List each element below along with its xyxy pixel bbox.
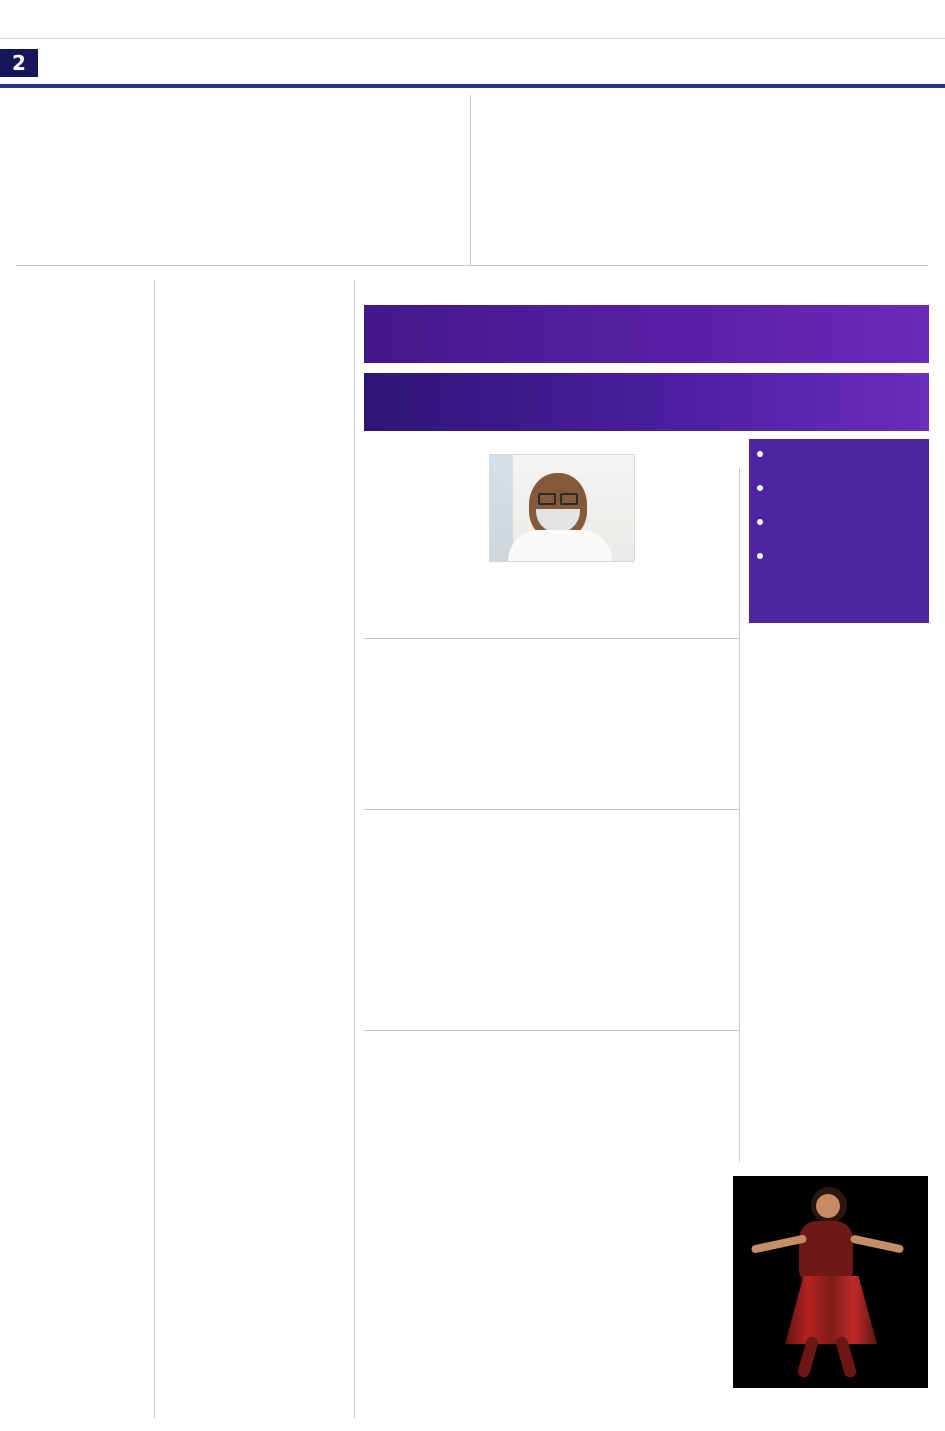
section-title <box>48 44 508 80</box>
headline-a8 <box>164 604 346 638</box>
body-a13 <box>364 703 739 805</box>
body-a12-left <box>364 448 482 636</box>
banner-line-1 <box>364 305 929 363</box>
dance-photo-caption <box>733 1391 928 1419</box>
article-a12-left <box>364 448 482 638</box>
article-a15 <box>364 1038 739 1176</box>
headline-a5 <box>16 751 146 827</box>
body-a4 <box>16 536 146 740</box>
article-a10 <box>164 1038 346 1156</box>
article-a14 <box>364 814 739 1020</box>
divider-center-bottom <box>364 1030 739 1031</box>
body-a14 <box>364 856 739 1018</box>
body-a12-right <box>640 448 739 636</box>
body-a6 <box>164 322 346 406</box>
highlight-box <box>749 439 929 623</box>
article-a2 <box>478 95 928 263</box>
article-a13 <box>364 647 739 807</box>
body-a9 <box>164 854 346 928</box>
page-number: 2 <box>0 49 38 77</box>
headline-a15 <box>364 1038 739 1068</box>
divider-top-bottom <box>16 265 928 266</box>
divider-top-middle <box>470 95 471 266</box>
headline-a14 <box>364 814 739 850</box>
headline-a3 <box>16 278 146 346</box>
highlight-bullet-1 <box>757 447 921 471</box>
headline-a16 <box>364 1185 739 1219</box>
article-a6 <box>164 278 346 408</box>
headline-a7 <box>164 417 346 451</box>
headline-a10 <box>164 1038 346 1074</box>
body-a8 <box>164 644 346 772</box>
article-a16 <box>364 1185 739 1415</box>
article-a5 <box>16 751 146 1415</box>
article-a9 <box>164 812 346 930</box>
body-a16 <box>364 1225 739 1413</box>
headline-a18 <box>749 810 929 866</box>
divider-center-lower <box>364 809 739 810</box>
body-a3 <box>16 352 146 464</box>
highlight-bullet-4 <box>757 549 921 573</box>
headline-a13 <box>364 647 739 691</box>
divider-col3-col4 <box>739 468 740 1162</box>
masthead <box>0 40 945 88</box>
top-link-bar <box>0 0 945 39</box>
divider-col1-col2 <box>154 280 155 1418</box>
dance-photo <box>733 1176 928 1388</box>
body-a7 <box>164 457 346 597</box>
highlight-bullet-3 <box>757 515 921 539</box>
divider-col2-col3 <box>354 280 355 1418</box>
body-a5 <box>16 833 146 1413</box>
article-a3 <box>16 278 146 466</box>
body-a18 <box>749 872 929 1160</box>
body-a10 <box>164 1080 346 1154</box>
body-a1 <box>16 145 462 261</box>
body-a15 <box>364 1074 739 1174</box>
headline-a17 <box>749 631 929 673</box>
article-a1 <box>16 95 462 263</box>
article-a12-right <box>640 448 739 638</box>
divider-center-mid <box>364 638 739 639</box>
main-banner <box>364 305 929 431</box>
article-a7 <box>164 417 346 599</box>
headline-a2 <box>478 95 928 133</box>
headline-a11 <box>164 1279 346 1319</box>
minister-photo <box>489 454 635 562</box>
body-a17 <box>749 679 929 796</box>
headline-a9 <box>164 812 346 848</box>
headline-a1 <box>16 95 462 139</box>
banner-line-2 <box>364 373 929 431</box>
article-a18 <box>749 810 929 1162</box>
headline-a4 <box>16 474 146 530</box>
body-a11 <box>164 1325 346 1413</box>
article-a17 <box>749 631 929 798</box>
article-a8 <box>164 604 346 774</box>
headline-a6 <box>164 278 346 316</box>
article-a11 <box>164 1279 346 1415</box>
highlight-bullet-2 <box>757 481 921 505</box>
body-a2 <box>478 139 928 261</box>
article-a4 <box>16 474 146 742</box>
